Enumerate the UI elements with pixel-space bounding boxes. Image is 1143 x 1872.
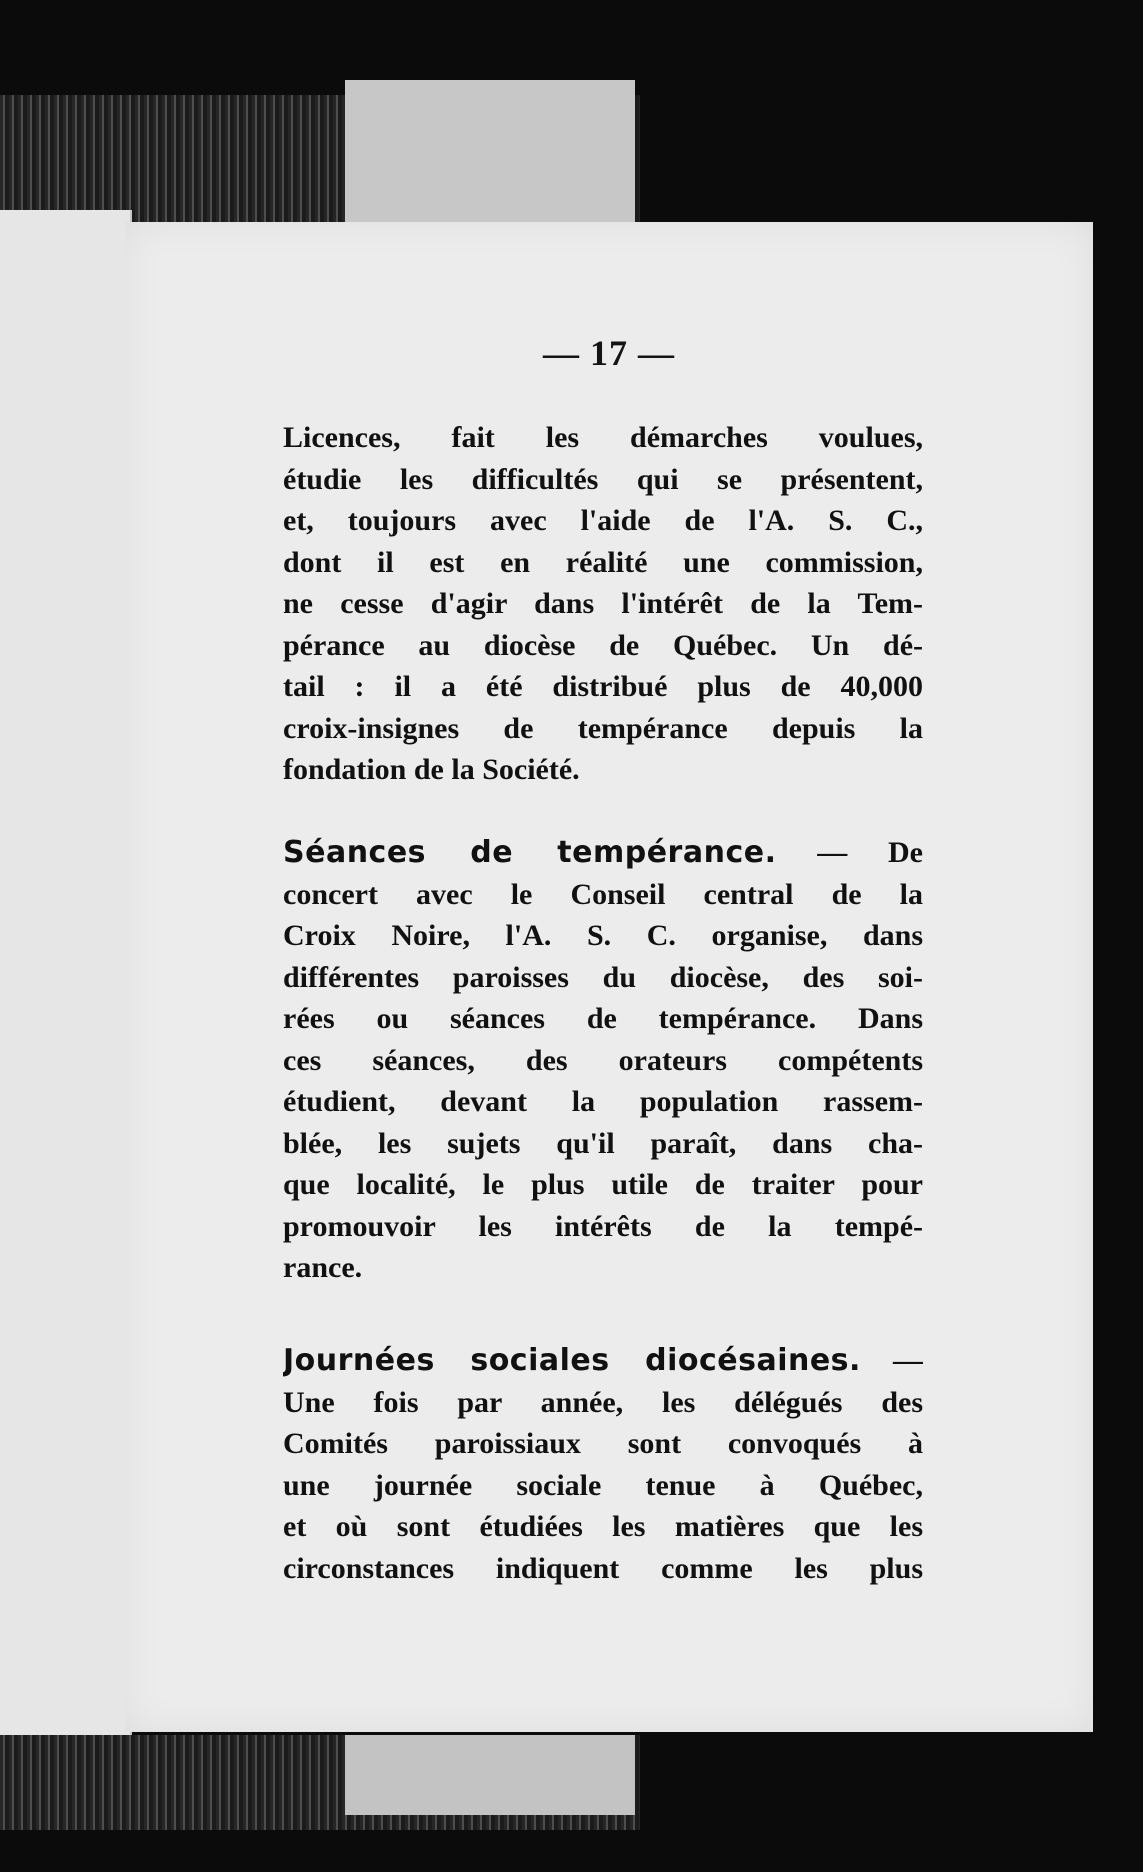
text-line: concert avec le Conseil central de la — [283, 877, 923, 911]
text-line: et, toujours avec l'aide de l'A. S. C., — [283, 504, 923, 537]
text-line: fondation de la Société. — [283, 753, 580, 786]
text-line: promouvoir les intérêts de la tempé- — [283, 1209, 923, 1243]
paragraph-seances — [283, 832, 923, 1289]
text-line: une journée sociale tenue à Québec, — [283, 1468, 923, 1502]
paragraph-journees — [283, 1340, 923, 1589]
section-heading: Séances de tempérance. — [283, 835, 777, 870]
book-edge-bottom — [0, 1735, 640, 1830]
text-line: rées ou séances de tempérance. Dans — [283, 1002, 923, 1035]
text-line: Comités paroissiaux sont convoqués à — [283, 1427, 923, 1460]
text-line: différentes paroisses du diocèse, des soi- — [283, 960, 923, 994]
text-line: Une fois par année, les délégués des — [283, 1385, 923, 1419]
section-heading-line — [283, 1340, 923, 1382]
page-tab-top — [345, 80, 635, 230]
text-line: que localité, le plus utile de traiter pour — [283, 1168, 923, 1201]
facing-page-edge — [0, 210, 132, 1735]
heading-continuation: — — [860, 1344, 923, 1377]
text-line: blée, les sujets qu'il paraît, dans cha- — [283, 1126, 923, 1160]
book-page — [125, 222, 1093, 1732]
text-line: ne cesse d'agir dans l'intérêt de la Tem- — [283, 587, 923, 620]
text-line: circonstances indiquent comme les plus — [283, 1551, 923, 1585]
text-line: étudient, devant la population rassem- — [283, 1085, 923, 1118]
section-heading-line — [283, 832, 923, 874]
section-heading: Journées sociales diocésaines. — [283, 1343, 861, 1378]
page-tab-bottom — [345, 1735, 635, 1815]
text-line: croix-insignes de tempérance depuis la — [283, 711, 923, 745]
paragraph-licences — [283, 417, 923, 791]
text-line: pérance au diocèse de Québec. Un dé- — [283, 628, 923, 662]
text-line: rance. — [283, 1251, 363, 1284]
text-line: Licences, fait les démarches voulues, — [283, 421, 923, 454]
page-number: — 17 — — [543, 333, 675, 373]
text-line: étudie les difficultés qui se présentent, — [283, 462, 923, 496]
text-line: dont il est en réalité une commission, — [283, 545, 923, 579]
text-line: ces séances, des orateurs compétents — [283, 1043, 923, 1077]
heading-continuation: — De — [776, 836, 923, 869]
text-line: Croix Noire, l'A. S. C. organise, dans — [283, 919, 923, 952]
book-edge-top — [0, 95, 640, 225]
text-line: tail : il a été distribué plus de 40,000 — [283, 670, 923, 703]
text-line: et où sont étudiées les matières que les — [283, 1510, 923, 1543]
